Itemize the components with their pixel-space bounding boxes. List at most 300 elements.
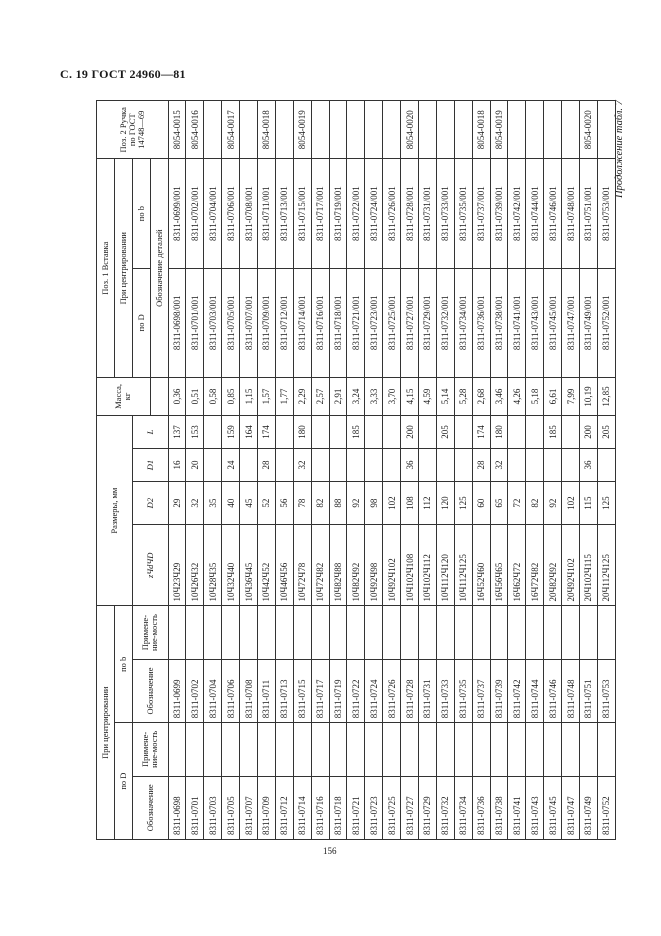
applicability-d-cell [508, 723, 526, 776]
zdb-cell: 10Ч112Ч120 [436, 525, 454, 606]
pos1-d-cell: 8311-0732/001 [436, 268, 454, 377]
l-cell: 185 [544, 415, 562, 448]
designation-b-header: Обозначение [132, 659, 168, 722]
designation-b-cell: 8311-0699 [168, 659, 186, 722]
table-row [436, 101, 454, 840]
pos2-cell [454, 101, 472, 160]
table-row [204, 101, 222, 840]
designation-d-cell: 8311-0714 [293, 776, 311, 839]
d1-cell: 16 [168, 449, 186, 482]
zdb-cell: 10Ч46Ч56 [275, 525, 293, 606]
pos1-d-cell: 8311-0714/001 [293, 268, 311, 377]
d2-cell: 56 [275, 482, 293, 525]
applicability-b-cell [186, 606, 204, 659]
applicability-b-cell [240, 606, 258, 659]
d1-cell [544, 449, 562, 482]
designation-b-cell: 8311-0748 [562, 659, 580, 722]
applicability-b-cell [562, 606, 580, 659]
d1-cell [508, 449, 526, 482]
mass-cell: 2,91 [329, 377, 347, 415]
pos2-cell [436, 101, 454, 160]
table-row [275, 101, 293, 840]
table-row [293, 101, 311, 840]
designation-d-cell: 8311-0743 [526, 776, 544, 839]
pos1-d-cell: 8311-0747/001 [562, 268, 580, 377]
zdb-cell: 10Ч92Ч98 [365, 525, 383, 606]
applicability-b-cell [436, 606, 454, 659]
pos1-b-cell: 8311-0699/001 [168, 159, 186, 268]
d2-cell: 102 [562, 482, 580, 525]
designation-d-cell: 8311-0707 [240, 776, 258, 839]
d2-cell: 65 [490, 482, 508, 525]
applicability-d-cell [347, 723, 365, 776]
pos2-cell [526, 101, 544, 160]
designation-b-cell: 8311-0724 [365, 659, 383, 722]
pos2-cell: 8054-0020 [401, 101, 419, 160]
d1-cell [562, 449, 580, 482]
mass-cell: 6,61 [544, 377, 562, 415]
l-cell [526, 415, 544, 448]
pos1-d-cell: 8311-0723/001 [365, 268, 383, 377]
table-body [168, 101, 615, 840]
mass-cell: 3,70 [383, 377, 401, 415]
pos2-cell: 8054-0017 [222, 101, 240, 160]
pos1-b-cell: 8311-0722/001 [347, 159, 365, 268]
designation-b-cell: 8311-0737 [472, 659, 490, 722]
applicability-d-cell [436, 723, 454, 776]
applicability-d-cell [490, 723, 508, 776]
l-cell: 205 [436, 415, 454, 448]
pos1-d-cell: 8311-0705/001 [222, 268, 240, 377]
designation-d-cell: 8311-0701 [186, 776, 204, 839]
applicability-b-cell [580, 606, 598, 659]
pos1-d-cell: 8311-0736/001 [472, 268, 490, 377]
d2-header: D2 [132, 482, 168, 525]
pos1-b-cell: 8311-0735/001 [454, 159, 472, 268]
applicability-d-cell [204, 723, 222, 776]
table-row [240, 101, 258, 840]
applicability-d-cell [383, 723, 401, 776]
pos2-cell [204, 101, 222, 160]
l-cell: 200 [580, 415, 598, 448]
d1-cell [436, 449, 454, 482]
applicability-b-cell [508, 606, 526, 659]
d1-cell: 32 [490, 449, 508, 482]
designation-d-cell: 8311-0745 [544, 776, 562, 839]
zdb-cell: 10Ч72Ч78 [293, 525, 311, 606]
table-row [222, 101, 240, 840]
zdb-cell: 10Ч92Ч102 [383, 525, 401, 606]
pos2-cell [365, 101, 383, 160]
d1-cell: 32 [293, 449, 311, 482]
pos1-d-cell: 8311-0745/001 [544, 268, 562, 377]
table-row [186, 101, 204, 840]
l-cell [454, 415, 472, 448]
designation-d-cell: 8311-0732 [436, 776, 454, 839]
l-cell [508, 415, 526, 448]
table-row [365, 101, 383, 840]
applicability-d-header: Примене-ние-мость [132, 723, 168, 776]
designation-b-cell: 8311-0753 [597, 659, 615, 722]
pos1-b-cell: 8311-0711/001 [258, 159, 276, 268]
designation-b-cell: 8311-0708 [240, 659, 258, 722]
applicability-b-cell [329, 606, 347, 659]
zdb-cell: 10Ч26Ч32 [186, 525, 204, 606]
centering-header: При центрировании [97, 606, 115, 840]
d2-cell: 112 [419, 482, 437, 525]
zdb-cell: 16Ч62Ч72 [508, 525, 526, 606]
designation-d-cell: 8311-0729 [419, 776, 437, 839]
applicability-d-cell [365, 723, 383, 776]
applicability-d-cell [597, 723, 615, 776]
pos1-b-cell: 8311-0708/001 [240, 159, 258, 268]
sizes-header: Размеры, мм [97, 415, 133, 605]
d2-cell: 78 [293, 482, 311, 525]
d2-cell: 88 [329, 482, 347, 525]
l-cell: 137 [168, 415, 186, 448]
d2-cell: 125 [597, 482, 615, 525]
table-row [597, 101, 615, 840]
spec-table [96, 100, 616, 840]
pos1-b-cell: 8311-0706/001 [222, 159, 240, 268]
applicability-b-cell [401, 606, 419, 659]
pos1-b-cell: 8311-0737/001 [472, 159, 490, 268]
mass-header: Масса, кг [97, 377, 151, 415]
applicability-d-cell [168, 723, 186, 776]
applicability-b-header: Примене-ние-мость [132, 606, 168, 659]
zdb-cell: 20Ч102Ч115 [580, 525, 598, 606]
d1-cell [204, 449, 222, 482]
mass-cell: 1,57 [258, 377, 276, 415]
designation-d-cell: 8311-0741 [508, 776, 526, 839]
by-d-header: по D [114, 723, 132, 840]
applicability-d-cell [562, 723, 580, 776]
mass-cell: 2,57 [311, 377, 329, 415]
pos1-b-cell: 8311-0726/001 [383, 159, 401, 268]
applicability-b-cell [597, 606, 615, 659]
d1-cell [419, 449, 437, 482]
designation-b-cell: 8311-0742 [508, 659, 526, 722]
table-row [526, 101, 544, 840]
designation-b-cell: 8311-0702 [186, 659, 204, 722]
mass-cell: 5,14 [436, 377, 454, 415]
d1-cell [526, 449, 544, 482]
table-row [472, 101, 490, 840]
d1-header: D1 [132, 449, 168, 482]
pos1-b-cell: 8311-0731/001 [419, 159, 437, 268]
designation-d-cell: 8311-0734 [454, 776, 472, 839]
pos1-b-cell: 8311-0751/001 [580, 159, 598, 268]
d1-cell: 24 [222, 449, 240, 482]
zdb-cell: 10Ч32Ч40 [222, 525, 240, 606]
designation-b-cell: 8311-0715 [293, 659, 311, 722]
pos2-cell: 8054-0020 [580, 101, 598, 160]
designation-b-cell: 8311-0706 [222, 659, 240, 722]
zdb-cell: 10Ч28Ч35 [204, 525, 222, 606]
pos1-d-cell: 8311-0718/001 [329, 268, 347, 377]
l-cell: 180 [490, 415, 508, 448]
mass-cell: 7,99 [562, 377, 580, 415]
pos2-cell [275, 101, 293, 160]
applicability-d-cell [526, 723, 544, 776]
pos2-cell: 8054-0019 [293, 101, 311, 160]
pos1-b-cell: 8311-0748/001 [562, 159, 580, 268]
l-header: L [132, 415, 168, 448]
zdb-cell: 10Ч23Ч29 [168, 525, 186, 606]
d2-cell: 92 [544, 482, 562, 525]
l-cell: 174 [258, 415, 276, 448]
page-number: 156 [323, 846, 337, 856]
table-row [329, 101, 347, 840]
designation-d-cell: 8311-0727 [401, 776, 419, 839]
applicability-d-cell [311, 723, 329, 776]
pos1-d-cell: 8311-0701/001 [186, 268, 204, 377]
mass-cell: 0,36 [168, 377, 186, 415]
pos1-d-cell: 8311-0734/001 [454, 268, 472, 377]
designation-d-cell: 8311-0712 [275, 776, 293, 839]
applicability-d-cell [580, 723, 598, 776]
pos2-cell: 8054-0016 [186, 101, 204, 160]
pos2-cell [240, 101, 258, 160]
zdb-cell: 20Ч112Ч125 [597, 525, 615, 606]
zdb-cell: 10Ч36Ч45 [240, 525, 258, 606]
applicability-b-cell [168, 606, 186, 659]
table-row [401, 101, 419, 840]
zdb-cell: 20Ч82Ч92 [544, 525, 562, 606]
pos1-b-cell: 8311-0742/001 [508, 159, 526, 268]
d2-cell: 98 [365, 482, 383, 525]
d1-cell [454, 449, 472, 482]
applicability-b-cell [383, 606, 401, 659]
designation-d-header: Обозначение [132, 776, 168, 839]
d2-cell: 125 [454, 482, 472, 525]
designation-d-cell: 8311-0749 [580, 776, 598, 839]
pos1-d-cell: 8311-0725/001 [383, 268, 401, 377]
details-header: Обозначение деталей [150, 159, 168, 377]
page-header: С. 19 ГОСТ 24960—81 [60, 67, 186, 81]
d1-cell: 36 [580, 449, 598, 482]
designation-b-cell: 8311-0735 [454, 659, 472, 722]
applicability-b-cell [222, 606, 240, 659]
designation-d-cell: 8311-0721 [347, 776, 365, 839]
pos1-d-cell: 8311-0729/001 [419, 268, 437, 377]
mass-cell: 2,29 [293, 377, 311, 415]
pos1-b-cell: 8311-0724/001 [365, 159, 383, 268]
mass-cell: 1,77 [275, 377, 293, 415]
pos1-header: Поз. 1 Вставка [97, 159, 115, 377]
mass-cell: 5,28 [454, 377, 472, 415]
zdb-cell: 16Ч56Ч65 [490, 525, 508, 606]
d2-cell: 60 [472, 482, 490, 525]
pos1-b-cell: 8311-0715/001 [293, 159, 311, 268]
applicability-b-cell [419, 606, 437, 659]
l-cell [329, 415, 347, 448]
pos1-d-cell: 8311-0752/001 [597, 268, 615, 377]
d2-cell: 120 [436, 482, 454, 525]
pos1-d-cell: 8311-0712/001 [275, 268, 293, 377]
pos1-b-cell: 8311-0713/001 [275, 159, 293, 268]
applicability-d-cell [240, 723, 258, 776]
l-cell [204, 415, 222, 448]
pos2-cell [544, 101, 562, 160]
zdb-cell: 16Ч72Ч82 [526, 525, 544, 606]
d1-cell [240, 449, 258, 482]
designation-d-cell: 8311-0709 [258, 776, 276, 839]
l-cell [311, 415, 329, 448]
l-cell [383, 415, 401, 448]
zdb-cell: 10Ч112Ч125 [454, 525, 472, 606]
d1-cell [275, 449, 293, 482]
d2-cell: 82 [311, 482, 329, 525]
d2-cell: 115 [580, 482, 598, 525]
applicability-d-cell [329, 723, 347, 776]
designation-d-cell: 8311-0736 [472, 776, 490, 839]
mass-cell: 0,85 [222, 377, 240, 415]
designation-d-cell: 8311-0703 [204, 776, 222, 839]
pos2-cell: 8054-0015 [168, 101, 186, 160]
l-cell [275, 415, 293, 448]
pos2-cell [508, 101, 526, 160]
pos2-cell [347, 101, 365, 160]
applicability-b-cell [204, 606, 222, 659]
pos2-cell [597, 101, 615, 160]
applicability-b-cell [526, 606, 544, 659]
d2-cell: 35 [204, 482, 222, 525]
pos1-by-b-header: по b [132, 159, 150, 268]
l-cell: 185 [347, 415, 365, 448]
zdb-cell: 10Ч82Ч92 [347, 525, 365, 606]
d2-cell: 108 [401, 482, 419, 525]
by-b-header: по b [114, 606, 132, 723]
zdb-header: zЧdЧD [132, 525, 168, 606]
applicability-b-cell [275, 606, 293, 659]
pos1-b-cell: 8311-0753/001 [597, 159, 615, 268]
designation-d-cell: 8311-0752 [597, 776, 615, 839]
designation-d-cell: 8311-0718 [329, 776, 347, 839]
applicability-d-cell [186, 723, 204, 776]
pos1-d-cell: 8311-0707/001 [240, 268, 258, 377]
mass-cell: 4,26 [508, 377, 526, 415]
designation-b-cell: 8311-0746 [544, 659, 562, 722]
pos2-cell: 8054-0018 [258, 101, 276, 160]
pos1-d-cell: 8311-0709/001 [258, 268, 276, 377]
pos1-b-cell: 8311-0719/001 [329, 159, 347, 268]
applicability-d-cell [454, 723, 472, 776]
applicability-b-cell [347, 606, 365, 659]
d2-cell: 102 [383, 482, 401, 525]
pos1-d-cell: 8311-0703/001 [204, 268, 222, 377]
pos1-d-cell: 8311-0741/001 [508, 268, 526, 377]
pos1-d-cell: 8311-0698/001 [168, 268, 186, 377]
table-row [544, 101, 562, 840]
l-cell: 159 [222, 415, 240, 448]
designation-b-cell: 8311-0744 [526, 659, 544, 722]
zdb-cell: 20Ч92Ч102 [562, 525, 580, 606]
d1-cell [329, 449, 347, 482]
designation-d-cell: 8311-0716 [311, 776, 329, 839]
continuation-caption: Продолжение табл. 7 [614, 100, 625, 198]
mass-cell: 0,51 [186, 377, 204, 415]
pos2-header: Поз. 2 Ручка по ГОСТ 14748—69 [97, 101, 169, 160]
applicability-b-cell [544, 606, 562, 659]
mass-cell: 1,15 [240, 377, 258, 415]
applicability-b-cell [311, 606, 329, 659]
pos1-b-cell: 8311-0733/001 [436, 159, 454, 268]
table-row [419, 101, 437, 840]
zdb-cell: 16Ч52Ч60 [472, 525, 490, 606]
pos2-cell [562, 101, 580, 160]
applicability-d-cell [258, 723, 276, 776]
designation-d-cell: 8311-0705 [222, 776, 240, 839]
applicability-b-cell [490, 606, 508, 659]
zdb-cell: 10Ч72Ч82 [311, 525, 329, 606]
mass-cell: 4,15 [401, 377, 419, 415]
mass-cell: 12,85 [597, 377, 615, 415]
d2-cell: 45 [240, 482, 258, 525]
applicability-b-cell [472, 606, 490, 659]
designation-d-cell: 8311-0723 [365, 776, 383, 839]
l-cell [365, 415, 383, 448]
designation-b-cell: 8311-0713 [275, 659, 293, 722]
table-row [508, 101, 526, 840]
pos1-b-cell: 8311-0746/001 [544, 159, 562, 268]
applicability-d-cell [275, 723, 293, 776]
pos1-b-cell: 8311-0739/001 [490, 159, 508, 268]
table-row [168, 101, 186, 840]
mass-cell: 0,58 [204, 377, 222, 415]
table-row [383, 101, 401, 840]
d1-cell [347, 449, 365, 482]
pos2-cell [311, 101, 329, 160]
d2-cell: 52 [258, 482, 276, 525]
l-cell [419, 415, 437, 448]
table-row [580, 101, 598, 840]
d2-cell: 40 [222, 482, 240, 525]
applicability-d-cell [544, 723, 562, 776]
d1-cell: 28 [472, 449, 490, 482]
applicability-b-cell [454, 606, 472, 659]
applicability-d-cell [419, 723, 437, 776]
l-cell: 180 [293, 415, 311, 448]
applicability-b-cell [258, 606, 276, 659]
designation-b-cell: 8311-0717 [311, 659, 329, 722]
d1-cell [311, 449, 329, 482]
zdb-cell: 10Ч102Ч112 [419, 525, 437, 606]
designation-b-cell: 8311-0722 [347, 659, 365, 722]
pos2-cell: 8054-0019 [490, 101, 508, 160]
d1-cell: 20 [186, 449, 204, 482]
pos1-b-cell: 8311-0717/001 [311, 159, 329, 268]
pos1-b-cell: 8311-0728/001 [401, 159, 419, 268]
designation-b-cell: 8311-0704 [204, 659, 222, 722]
table-row [311, 101, 329, 840]
d2-cell: 72 [508, 482, 526, 525]
mass-cell: 3,24 [347, 377, 365, 415]
pos2-cell [419, 101, 437, 160]
d2-cell: 82 [526, 482, 544, 525]
designation-b-cell: 8311-0739 [490, 659, 508, 722]
pos2-cell: 8054-0018 [472, 101, 490, 160]
pos2-cell [383, 101, 401, 160]
applicability-b-cell [293, 606, 311, 659]
d1-cell [365, 449, 383, 482]
l-cell: 153 [186, 415, 204, 448]
d1-cell: 36 [401, 449, 419, 482]
zdb-cell: 10Ч102Ч108 [401, 525, 419, 606]
mass-cell: 10,19 [580, 377, 598, 415]
designation-b-cell: 8311-0719 [329, 659, 347, 722]
mass-cell: 3,46 [490, 377, 508, 415]
